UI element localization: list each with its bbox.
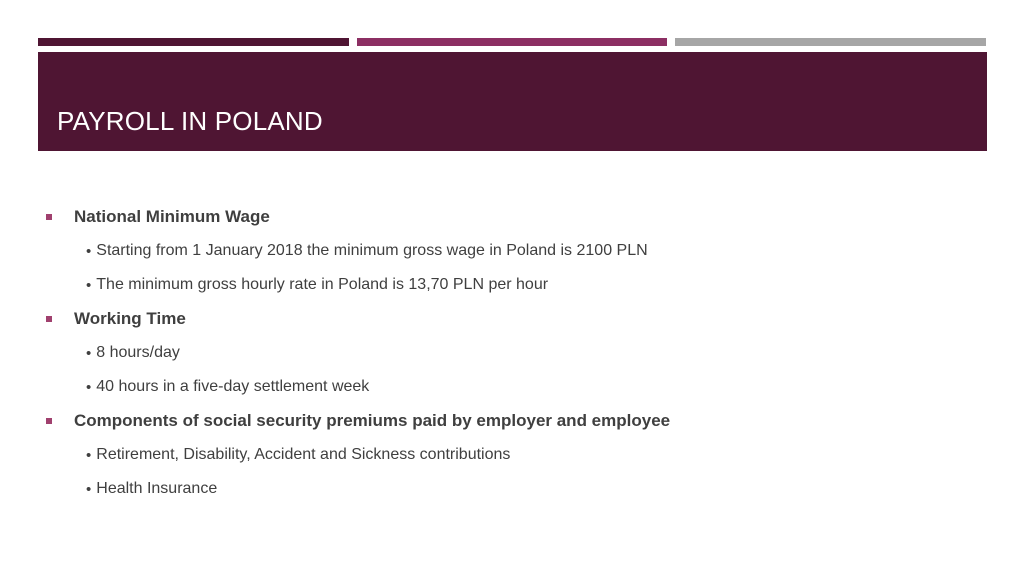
bullet-dot-icon: • [86, 344, 92, 362]
accent-bar-dark [38, 38, 349, 46]
list-item [46, 472, 976, 506]
list-item-text: Health Insurance [96, 480, 218, 497]
bullet-dot-icon: • [86, 378, 92, 396]
accent-bar-magenta [357, 38, 668, 46]
list-item [46, 268, 976, 302]
title-band [38, 52, 987, 151]
section-heading-minimum-wage [46, 200, 976, 234]
section-heading-text: National Minimum Wage [74, 207, 270, 226]
bullet-dot-icon: • [86, 276, 92, 294]
list-item-text: The minimum gross hourly rate in Poland is 13,70 PLN per hour [96, 276, 549, 293]
list-item [46, 234, 976, 268]
list-item-text: Starting from 1 January 2018 the minimum gross wage in Poland is 2100 PLN [96, 242, 648, 259]
section-heading-social-security [46, 404, 976, 438]
bullet-dot-icon: • [86, 242, 92, 260]
accent-bar-gray [675, 38, 986, 46]
list-item-text: Retirement, Disability, Accident and Sickness contributions [96, 446, 511, 463]
section-heading-text: Components of social security premiums paid by employer and employee [74, 411, 671, 430]
list-item-text: 8 hours/day [96, 344, 180, 361]
top-accent-bars [38, 38, 986, 46]
list-item [46, 370, 976, 404]
list-item [46, 336, 976, 370]
square-bullet-icon [46, 418, 52, 424]
bullet-dot-icon: • [86, 446, 92, 464]
square-bullet-icon [46, 214, 52, 220]
section-heading-working-time [46, 302, 976, 336]
square-bullet-icon [46, 316, 52, 322]
bullet-dot-icon: • [86, 480, 92, 498]
list-item-text: 40 hours in a five-day settlement week [96, 378, 370, 395]
slide-title: PAYROLL IN POLAND [57, 106, 323, 136]
section-heading-text: Working Time [74, 309, 186, 328]
slide-content [46, 200, 976, 506]
list-item [46, 438, 976, 472]
